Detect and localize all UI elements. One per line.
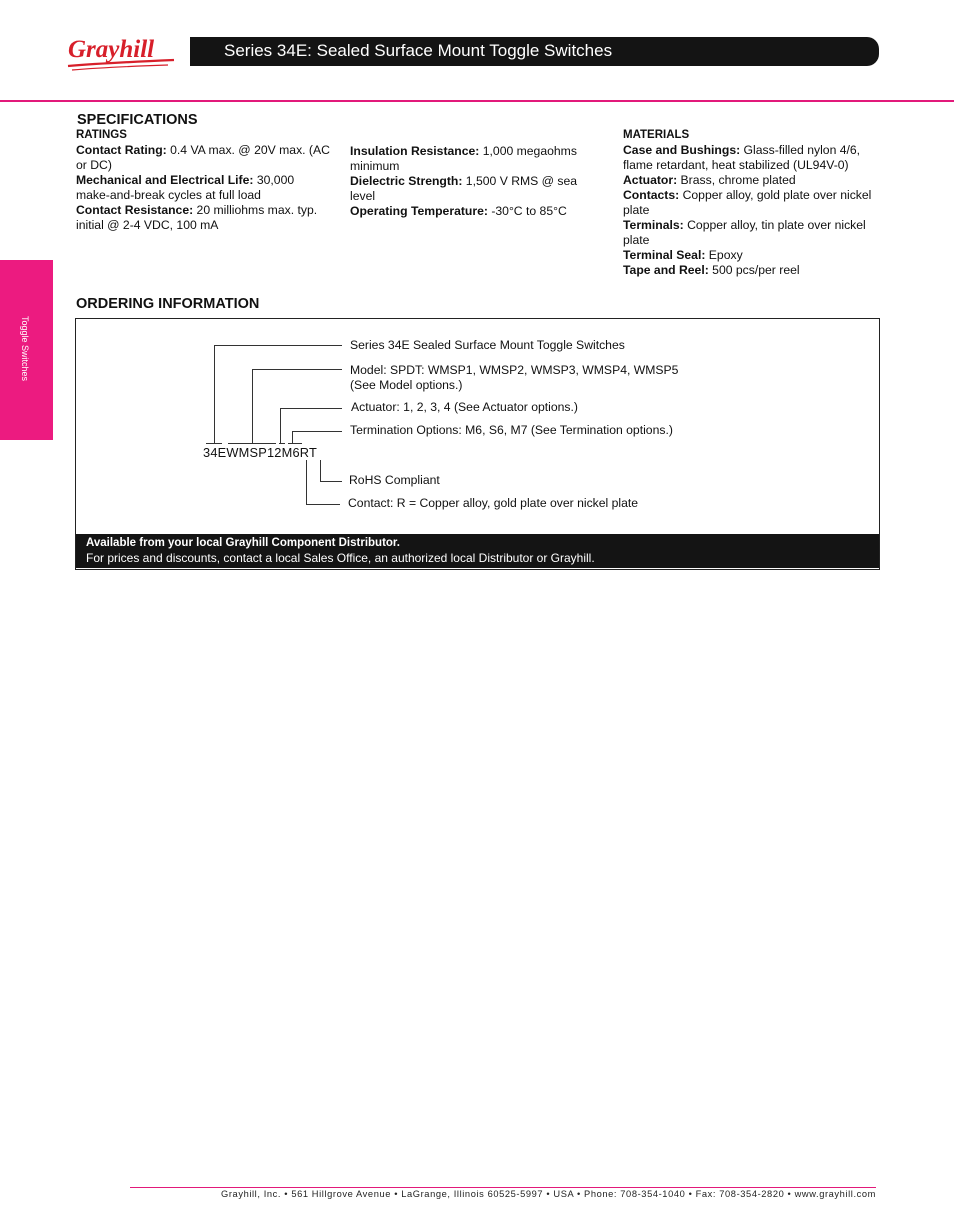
electrical-column (350, 144, 590, 219)
part-number-example: 34EWMSP12M6RT (203, 445, 318, 460)
materials-column (623, 128, 879, 278)
materials-heading: MATERIALS (623, 129, 690, 141)
leader-series-h (214, 345, 342, 346)
spec-dielectric-strength: Dielectric Strength: 1,500 V RMS @ sea level (350, 174, 578, 203)
ordering-diagram (75, 318, 880, 570)
spec-insulation-resistance: Insulation Resistance: 1,000 megaohms minimum (350, 144, 577, 173)
leader-rohs-h (320, 481, 342, 482)
grayhill-logo-mark (64, 30, 180, 74)
spec-terminals: Terminals: Copper alloy, tin plate over nickel plate (623, 218, 866, 247)
spec-operating-temperature: Operating Temperature: -30°C to 85°C (350, 204, 567, 218)
ratings-heading: RATINGS (76, 129, 127, 141)
spec-contact-resistance: Contact Resistance: 20 milliohms max. typ. initial @ 2-4 VDC, 100 mA (76, 203, 318, 232)
leader-series-v (214, 345, 215, 444)
side-tab-label: Toggle Switches (20, 316, 30, 382)
page-title: Series 34E: Sealed Surface Mount Toggle Switches (224, 41, 613, 60)
footer-divider (130, 1187, 876, 1188)
header-divider (0, 100, 954, 102)
label-rohs: RoHS Compliant (349, 473, 440, 487)
distributor-line-1: Available from your local Grayhill Component Distributor. (86, 537, 400, 549)
leader-actuator-v (280, 408, 281, 444)
footer-contact: Grayhill, Inc. • 561 Hillgrove Avenue • LaGrange, Illinois 60525-5997 • USA • Phone: 708-354-1040 • Fax: 708-354-2820 • www.grayhill.com (221, 1189, 876, 1199)
underline-series (206, 443, 222, 444)
label-series: Series 34E Sealed Surface Mount Toggle Switches (350, 338, 625, 352)
label-model: Model: SPDT: WMSP1, WMSP2, WMSP3, WMSP4, WMSP5 (350, 363, 679, 377)
leader-termination-h (292, 431, 342, 432)
leader-contact-v (306, 460, 307, 504)
grayhill-logo (64, 30, 180, 74)
spec-contact-rating: Contact Rating: 0.4 VA max. @ 20V max. (AC or DC) (76, 143, 330, 172)
spec-mechanical-life: Mechanical and Electrical Life: 30,000 make-and-break cycles at full load (76, 173, 295, 202)
ordering-heading: ORDERING INFORMATION (76, 296, 260, 312)
leader-model-v (252, 369, 253, 444)
leader-contact-h (306, 504, 340, 505)
specifications-heading: SPECIFICATIONS (77, 112, 198, 128)
spec-tape-reel: Tape and Reel: 500 pcs/per reel (623, 263, 800, 277)
label-actuator: Actuator: 1, 2, 3, 4 (See Actuator options.) (351, 400, 578, 414)
spec-case-bushings: Case and Bushings: Glass-filled nylon 4/6, flame retardant, heat stabilized (UL94V-0) (623, 143, 861, 172)
underline-termination (288, 443, 302, 444)
spec-contacts: Contacts: Copper alloy, gold plate over nickel plate (623, 188, 872, 217)
distributor-banner (76, 534, 879, 568)
label-contact: Contact: R = Copper alloy, gold plate over nickel plate (348, 496, 639, 510)
logo-wordmark: Grayhill (68, 36, 155, 63)
distributor-line-2: For prices and discounts, contact a local Sales Office, an authorized local Distributor or Grayhill. (86, 551, 595, 565)
spec-terminal-seal: Terminal Seal: Epoxy (623, 248, 743, 262)
leader-model-h (252, 369, 342, 370)
leader-actuator-h (280, 408, 342, 409)
label-termination: Termination Options: M6, S6, M7 (See Termination options.) (350, 423, 673, 437)
spec-actuator: Actuator: Brass, chrome plated (623, 173, 796, 187)
underline-model (228, 443, 276, 444)
label-model-note: (See Model options.) (350, 378, 463, 392)
underline-actuator (279, 443, 285, 444)
leader-rohs-v (320, 460, 321, 481)
ratings-column (76, 128, 331, 233)
